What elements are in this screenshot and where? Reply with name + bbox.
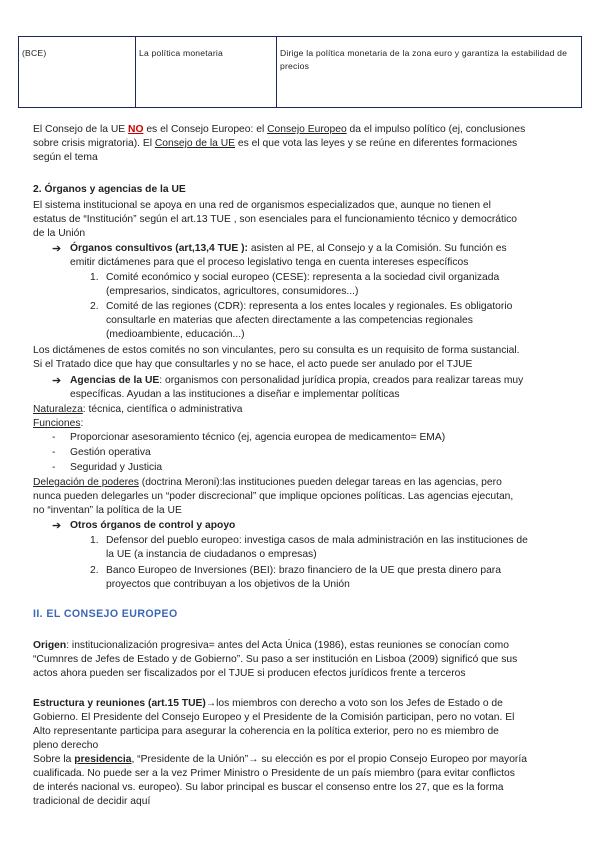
- no-emphasis: NO: [128, 124, 144, 135]
- intro-line: sobre crisis migratoria). El Consejo de la UE es el que vota las leyes y se reúne en diferentes formaciones: [33, 138, 518, 149]
- summary-table: [18, 36, 582, 108]
- origen-label: Origen: [33, 640, 67, 651]
- arrow-bullet-icon: ➔: [52, 243, 62, 255]
- list-item: consultarle en materias que afecten directamente a las competencias regionales: [106, 315, 473, 326]
- text-line: de la Unión: [33, 228, 86, 239]
- list-item: (empresarios, sindicatos, agricultores, consumidores...): [106, 286, 359, 297]
- consejo-ue-term: Consejo de la UE: [154, 138, 236, 149]
- text-line: Delegación de poderes (doctrina Meroni):las instituciones pueden delegar tareas en las agencias, pero: [33, 477, 502, 488]
- text-line: El sistema institucional se apoya en una red de organismos especializados que, aunque no tienen el: [33, 200, 491, 211]
- text-line: Agencias de la UE: organismos con personalidad jurídica propia, creados para realizar tareas muy: [70, 375, 524, 386]
- text-line: Gobierno. El Presidente del Consejo Europeo y el Presidente de la Comisión participan, pero no votan. El: [33, 712, 515, 723]
- table-row: [19, 37, 582, 108]
- text-line: Sobre la presidencia, “Presidente de la Unión”→ su elección es por el propio Consejo Europeo por mayoría: [33, 754, 527, 765]
- agencias-title: Agencias de la UE: [70, 375, 160, 386]
- text-line: estatus de “Institución” según el art.13 TUE , son esenciales para el funcionamiento técnico y democrático: [33, 214, 518, 225]
- text-line: Alto representante participa para asegurar la coherencia en la política exterior, pero no es miembro de: [33, 726, 499, 737]
- text-line: específicas. Ayudan a las instituciones a diseñar e implementar políticas: [70, 389, 400, 400]
- otros-title: Otros órganos de control y apoyo: [70, 520, 236, 531]
- list-item: Comité de las regiones (CDR): representa a los entes locales y regionales. Es obligatorio: [106, 301, 513, 312]
- funciones-label: Funciones: [33, 418, 81, 429]
- text-line: no “inventan” la política de la UE: [33, 505, 182, 516]
- list-number: 2.: [90, 301, 99, 312]
- list-item: Banco Europeo de Inversiones (BEI): brazo financiero de la UE que presta dinero para: [106, 565, 501, 576]
- text-line: cualificada. No puede ser a la vez Primer Ministro o Presidente de un país miembro (para evitar conflictos: [33, 768, 515, 779]
- list-item: (medioambiente, educación...): [106, 329, 245, 340]
- dash-bullet: -: [52, 462, 56, 473]
- dash-bullet: -: [52, 447, 56, 458]
- text-line: de interés nacional vs. europeo). Su labor principal es buscar el consenso entre los 27, que es la forma: [33, 782, 504, 793]
- naturaleza-label: Naturaleza: [33, 404, 83, 415]
- consultivos-title: Órganos consultivos (art,13,4 TUE ):: [70, 243, 248, 254]
- text-line: Estructura y reuniones (art.15 TUE)→los miembros con derecho a voto son los Jefes de Estado o de: [33, 698, 503, 709]
- text-line: nunca pueden delegarles un “poder discrecional” que implique opciones políticas. Las agencias ejecutan,: [33, 491, 514, 502]
- text-line: “Cumnres de Jefes de Estado y de Gobierno”. Su paso a ser institución en Lisboa (2009) significó que sus: [33, 654, 518, 665]
- text-line: Origen: institucionalización progresiva= antes del Acta Única (1986), estas reuniones se conocían como: [33, 640, 509, 651]
- list-item: Defensor del pueblo europeo: investiga casos de mala administración en las instituciones de: [106, 535, 528, 546]
- dash-bullet: -: [52, 432, 56, 443]
- text-line: Naturaleza: técnica, científica o administrativa: [33, 404, 243, 415]
- text-line: emitir dictámenes para que el proceso legislativo tenga en cuenta intereses específicos: [70, 257, 469, 268]
- list-item: Seguridad y Justicia: [70, 462, 163, 473]
- list-number: 2.: [90, 565, 99, 576]
- list-item: proyectos que contribuyan a los objetivos de la Unión: [106, 579, 350, 590]
- list-item: Proporcionar asesoramiento técnico (ej, agencia europea de medicamento= EMA): [70, 432, 446, 443]
- table-cell: La política monetaria: [136, 37, 277, 108]
- consejo-europeo-term: Consejo Europeo: [267, 124, 347, 135]
- text-line: tradicional de decidir aquí: [33, 796, 151, 807]
- section-title: 2. Órganos y agencias de la UE: [33, 184, 186, 195]
- list-number: 1.: [90, 272, 99, 283]
- estructura-label: Estructura y reuniones (art.15 TUE): [33, 698, 206, 709]
- text-line: Órganos consultivos (art,13,4 TUE ): asisten al PE, al Consejo y a la Comisión. Su función es: [70, 243, 507, 254]
- list-item: Gestión operativa: [70, 447, 151, 458]
- table-cell: Dirige la política monetaria de la zona euro y garantiza la estabilidad de precios: [277, 37, 582, 108]
- delegacion-label: Delegación de poderes: [33, 477, 139, 488]
- intro-line: El Consejo de la UE NO es el Consejo Europeo: el Consejo Europeo da el impulso político (ej, conclusiones: [33, 124, 526, 135]
- table-cell: (BCE): [19, 37, 136, 108]
- arrow-bullet-icon: ➔: [52, 520, 62, 532]
- section-heading: II. EL CONSEJO EUROPEO: [33, 608, 178, 620]
- text-line: Funciones:: [33, 418, 84, 429]
- presidencia-term: presidencia: [74, 754, 132, 765]
- intro-line: según el tema: [33, 152, 98, 163]
- list-item: la UE (a instancia de ciudadanos o empresas): [106, 549, 317, 560]
- arrow-bullet-icon: ➔: [52, 375, 62, 387]
- text-line: Si el Tratado dice que hay que consultarles y no se hace, el acto puede ser anulado por el TJUE: [33, 359, 473, 370]
- text-line: Los dictámenes de estos comités no son vinculantes, pero su consulta es un requisito de forma sustancial.: [33, 345, 520, 356]
- list-number: 1.: [90, 535, 99, 546]
- list-item: Comité económico y social europeo (CESE): representa a la sociedad civil organizada: [106, 272, 500, 283]
- text-line: actos ahora pueden ser fiscalizados por el TJUE si producen efectos jurídicos frente a terceros: [33, 668, 466, 679]
- text-line: pleno derecho: [33, 740, 99, 751]
